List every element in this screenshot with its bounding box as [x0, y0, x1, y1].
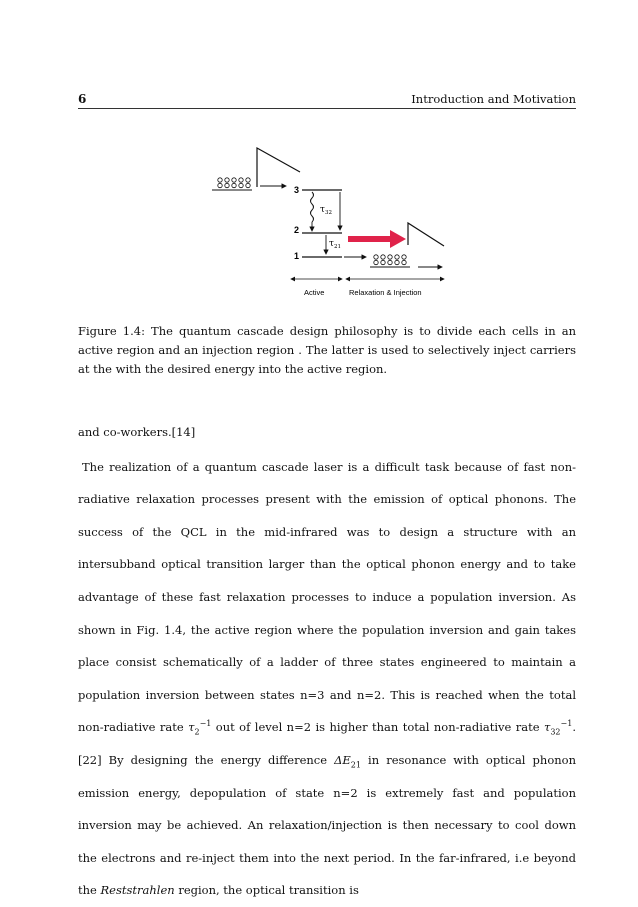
cascade-arrow — [348, 230, 406, 248]
page-number: 6 — [78, 92, 87, 106]
right-barrier — [408, 223, 444, 246]
level-label-1: 1 — [294, 251, 300, 261]
body-text — [78, 416, 576, 907]
figure-qcl-diagram — [200, 140, 460, 310]
tau32-label: $\tau_{32}$ — [320, 205, 332, 216]
left-barrier — [257, 148, 300, 187]
radiative-transition-wave — [311, 192, 314, 222]
left-electron-cluster — [218, 178, 250, 188]
paragraph-main: The realization of a quantum cascade laser is a difficult task because of fast non-radiative relaxation processes present with the emission of optical phonons. The success of the QCL in the mid-infrared was to design a structure with an intersubband optical transition larger than the optical phonon energy and to take advantage of these fast relaxation processes to induce a population inversion. As shown in Fig. 1.4, the active region where the population inversion and gain takes place consist schematically of a ladder of three states engineered to maintain a population inversion between states n=3 and n=2. This is reached when the total non-radiative rate $\tau_2^{-1}$ out of level n=2 is higher than total non-radiative rate $\tau_{32}^{-1}.[22]$ By designing the energy difference $\Delta E_{21}$ in resonance with optical phonon emission energy, depopulation of state n=2 is extremely fast and population inversion may be achieved. An relaxation/injection is then necessary to cool down the electrons and re-inject them into the next period. In the far-infrared, i.e beyond the Reststrahlen region, the optical transition is — [78, 459, 576, 898]
level-label-2: 2 — [294, 225, 300, 235]
region-label-relaxation: Relaxation & Injection — [349, 288, 422, 297]
running-title: Introduction and Motivation — [411, 92, 576, 106]
paragraph-continuation: and co-workers.[14] — [78, 425, 196, 439]
tau21-label: $\tau_{21}$ — [329, 239, 341, 250]
region-label-active: Active — [304, 288, 325, 297]
level-label-3: 3 — [294, 185, 300, 195]
qcl-schematic — [200, 140, 460, 310]
figure-caption: Figure 1.4: The quantum cascade design philosophy is to divide each cells in an active region and an injection region . The latter is used to selectively inject carriers at the with the desired energy into the active region. — [78, 324, 576, 376]
header-rule — [78, 108, 576, 109]
right-electron-cluster — [374, 255, 406, 265]
